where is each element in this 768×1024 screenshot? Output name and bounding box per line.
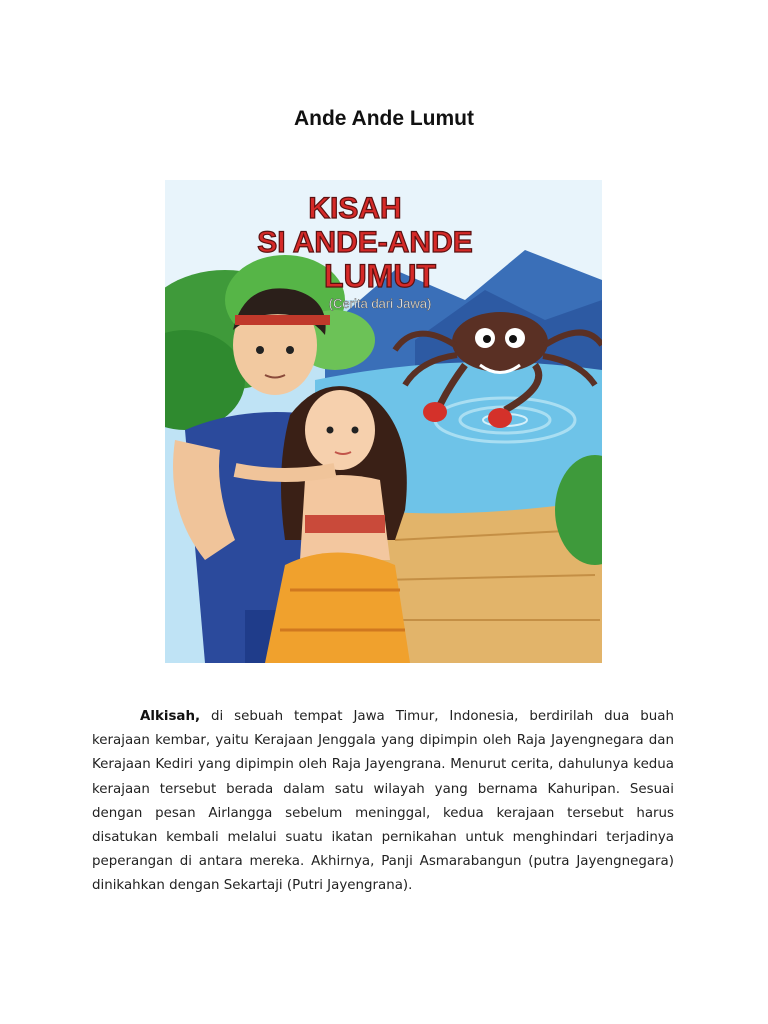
paragraph-body: di sebuah tempat Jawa Timur, Indonesia, berdirilah dua buah kerajaan kembar, yaitu Kerajaan Jenggala yang dipimpin oleh Raja Jayengnegara dan Kerajaan Kediri yang dipimpin oleh Raja Jayengrana. Menurut cerita, dahulunya kedua kerajaan tersebut berada dalam satu wilayah yang bernama Kahuripan. Sesuai dengan pesan Airlangga sebelum meninggal, kedua kerajaan tersebut harus disatukan kembali melalui suatu ikatan pernikahan untuk menghindari terjadinya peperangan di antara mereka. Akhirnya, Panji Asmarabangun (putra Jayengnegara) dinikahkan dengan Sekartaji (Putri Jayengrana). bbox=[92, 709, 674, 894]
cover-title-line1: KISAH bbox=[308, 192, 402, 225]
book-cover-illustration bbox=[165, 180, 602, 663]
paragraph-lead-word: Alkisah, bbox=[140, 709, 201, 724]
cover-subtitle: (Cerita dari Jawa) bbox=[328, 296, 432, 311]
cover-title-line2: SI ANDE-ANDE bbox=[257, 226, 473, 259]
story-paragraph bbox=[92, 705, 674, 899]
page-title: Ande Ande Lumut bbox=[293, 107, 475, 130]
cover-title-line3: LUMUT bbox=[324, 258, 436, 294]
